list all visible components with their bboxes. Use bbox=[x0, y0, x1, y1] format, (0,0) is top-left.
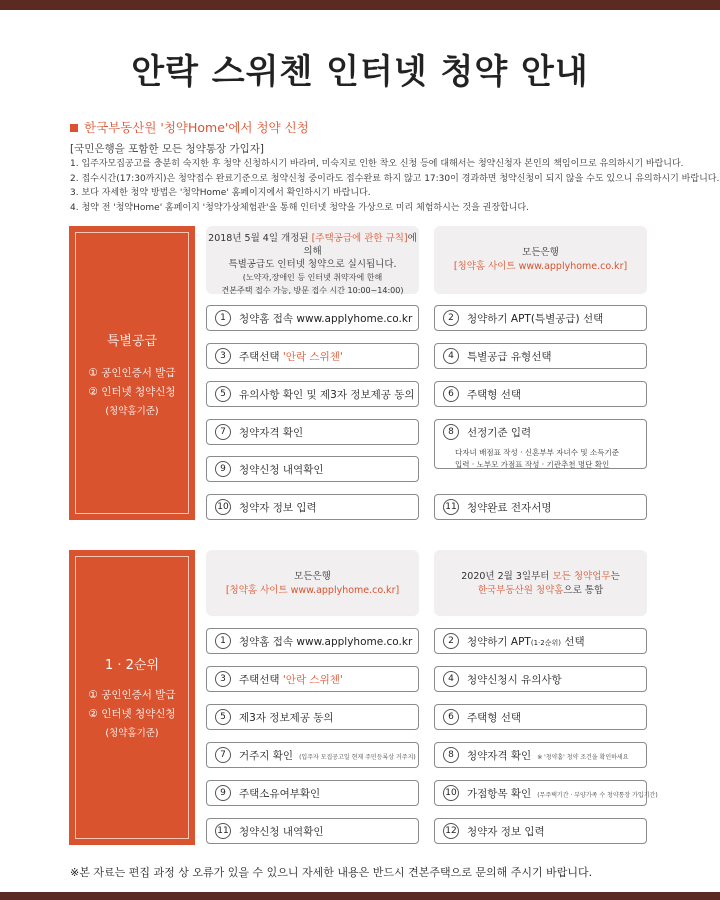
rank-step-2: 2 청약하기 APT(1·2순위) 선택 bbox=[434, 628, 647, 654]
info-box-all-banks bbox=[434, 226, 647, 294]
notes-list bbox=[70, 157, 720, 215]
rank-step-1: 1 청약홈 접속 www.applyhome.co.kr bbox=[206, 628, 419, 654]
panel-items bbox=[69, 364, 195, 421]
info-line: 2020년 2월 3일부터 모든 청약업무는 bbox=[461, 571, 620, 582]
note-item: 3. 보다 자세한 청약 방법은 '청약Home' 홈페이지에서 확인하시기 바랍니다. bbox=[70, 188, 371, 198]
panel-item: (청약홈기준) bbox=[105, 406, 159, 417]
info-line: 2018년 5월 4일 개정된 [주택공급에 관한 규칙]에 의해 bbox=[208, 233, 417, 257]
rank-step-6: 6 주택형 선택 bbox=[434, 704, 647, 730]
panel-item: ① 공인인증서 발급 bbox=[88, 689, 176, 701]
rank-step-10: 10 가점항목 확인 (무주택기간 · 부양가족 수 청약통장 가입기간) bbox=[434, 780, 647, 806]
special-step-3: 3 주택선택 '안락 스위첸' bbox=[206, 343, 419, 369]
panel-title: 특별공급 bbox=[106, 334, 158, 349]
info-highlight: [주택공급에 관한 규칙] bbox=[311, 233, 408, 244]
rank-step-8: 8 청약자격 확인 ※ '청약홈' 청약 조건을 확인하세요 bbox=[434, 742, 647, 768]
panel-title: 1 · 2순위 bbox=[104, 658, 160, 673]
rank-supply-panel bbox=[69, 550, 195, 845]
top-bar bbox=[0, 0, 720, 10]
info-highlight: [청약홈 사이트 www.applyhome.co.kr] bbox=[225, 585, 400, 596]
panel-item: (청약홈기준) bbox=[105, 728, 159, 739]
panel-items bbox=[69, 686, 195, 743]
rank-step-7: 7 거주지 확인 (입주자 모집공고일 현재 주민등록상 거주지) bbox=[206, 742, 419, 768]
footer-disclaimer: ※본 자료는 편집 과정 상 오류가 있을 수 있으니 자세한 내용은 반드시 견본주택으로 문의해 주시기 바랍니다. bbox=[70, 866, 593, 879]
info-box-regulation bbox=[206, 226, 419, 294]
note-item: 2. 접수시간(17:30까지)은 청약접수 완료기준으로 청약신청 중이라도 접수완료 하지 않고 17:30이 경과하면 청약신청이 되지 않을 수도 있으니 유의하시기 바랍니다. bbox=[70, 173, 720, 184]
special-step-1: 1 청약홈 접속 www.applyhome.co.kr bbox=[206, 305, 419, 331]
special-step-10: 10 청약자 정보 입력 bbox=[206, 494, 419, 520]
special-step-2: 2 청약하기 APT(특별공급) 선택 bbox=[434, 305, 647, 331]
section-heading-text: 한국부동산원 '청약Home'에서 청약 신청 bbox=[84, 120, 309, 135]
note-item: 4. 청약 전 '청약Home' 홈페이지 '청약가상체험관'을 통해 인터넷 청약을 가상으로 미리 체험하시는 것을 권장합니다. bbox=[70, 202, 529, 213]
info-line: 모든은행 bbox=[522, 247, 559, 258]
rank-step-5: 5 제3자 정보제공 동의 bbox=[206, 704, 419, 730]
page-title: 안락 스위첸 인터넷 청약 안내 bbox=[131, 52, 589, 92]
rank-step-9: 9 주택소유여부확인 bbox=[206, 780, 419, 806]
rank-step-12: 12 청약자 정보 입력 bbox=[434, 818, 647, 844]
rank-step-11: 11 청약신청 내역확인 bbox=[206, 818, 419, 844]
panel-item: ② 인터넷 청약신청 bbox=[88, 386, 176, 398]
info-box-integration bbox=[434, 550, 647, 616]
info-line: 한국부동산원 청약홈으로 통합 bbox=[477, 585, 604, 596]
info-box-all-banks bbox=[206, 550, 419, 616]
panel-item: ② 인터넷 청약신청 bbox=[88, 708, 176, 720]
panel-item: ① 공인인증서 발급 bbox=[88, 367, 176, 379]
special-step-7: 7 청약자격 확인 bbox=[206, 419, 419, 445]
info-line: 모든은행 bbox=[294, 571, 331, 582]
section-subheading: [국민은행을 포함한 모든 청약통장 가입자] bbox=[70, 143, 264, 155]
step-subtext: 다자녀 배점표 작성 · 신혼부부 자녀수 및 소득기준 입력 · 노부모 가점표 작성 · 기관추천 명단 확인 bbox=[455, 448, 619, 469]
special-step-6: 6 주택형 선택 bbox=[434, 381, 647, 407]
info-line: 특별공급도 인터넷 청약으로 실시됩니다. bbox=[228, 259, 397, 270]
rank-step-4: 4 청약신청시 유의사항 bbox=[434, 666, 647, 692]
section-heading bbox=[70, 118, 309, 136]
special-step-9: 9 청약신청 내역확인 bbox=[206, 456, 419, 482]
special-step-8: 8 선정기준 입력 다자녀 배점표 작성 · 신혼부부 자녀수 및 소득기준 입력 · 노부모 가점표 작성 · 기관추천 명단 확인 bbox=[434, 419, 647, 469]
info-line: 견본주택 접수 가능, 방문 접수 시간 10:00~14:00) bbox=[221, 286, 404, 295]
rank-step-3: 3 주택선택 '안락 스위첸' bbox=[206, 666, 419, 692]
special-step-11: 11 청약완료 전자서명 bbox=[434, 494, 647, 520]
note-item: 1. 입주자모집공고를 충분히 숙지한 후 청약 신청하시기 바라며, 미숙지로 인한 착오 신청 등에 대해서는 청약신청자 본인의 책임이므로 유의하시기 바랍니다. bbox=[70, 159, 684, 169]
info-highlight: [청약홈 사이트 www.applyhome.co.kr] bbox=[453, 261, 628, 272]
special-step-5: 5 유의사항 확인 및 제3자 정보제공 동의 bbox=[206, 381, 419, 407]
bottom-bar bbox=[0, 892, 720, 900]
special-supply-panel bbox=[69, 226, 195, 520]
special-step-4: 4 특별공급 유형선택 bbox=[434, 343, 647, 369]
square-bullet-icon bbox=[70, 124, 78, 132]
info-line: (노약자,장애인 등 인터넷 취약자에 한해 bbox=[242, 273, 383, 282]
